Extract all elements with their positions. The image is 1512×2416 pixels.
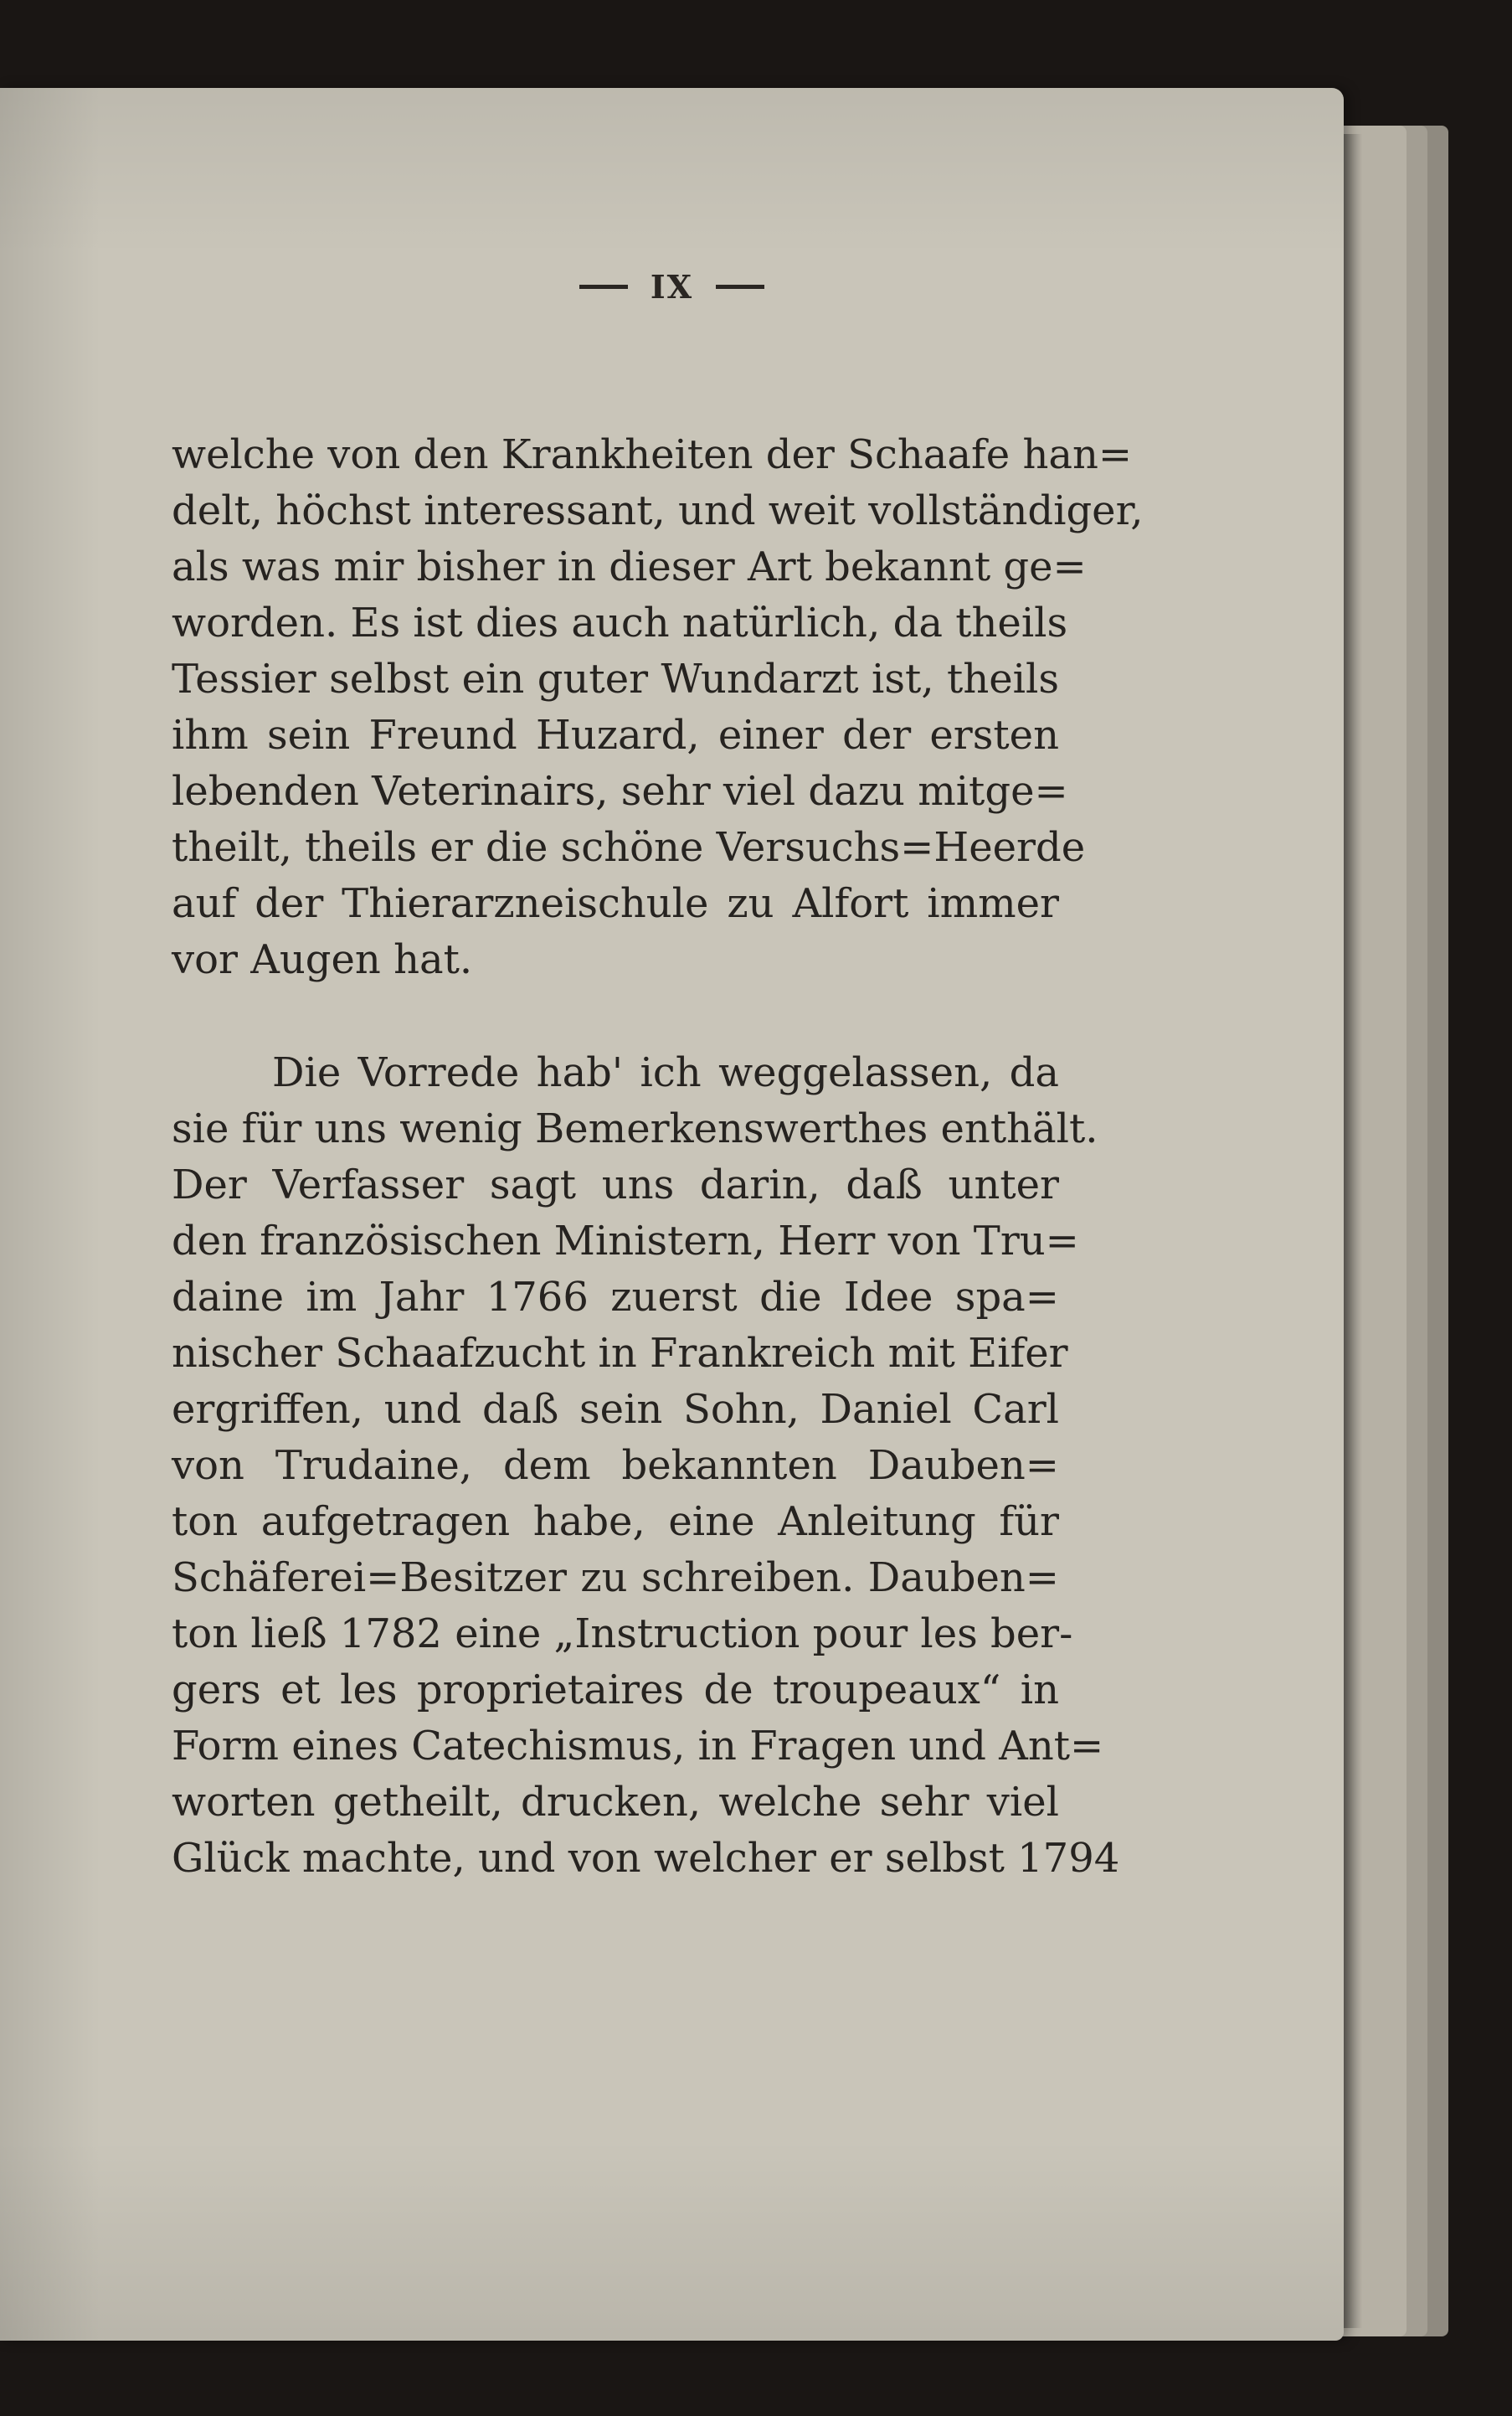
text-line: Der Verfasser sagt uns darin, daß unter bbox=[172, 1162, 1059, 1208]
text-line: ergriffen, und daß sein Sohn, Daniel Carl bbox=[172, 1386, 1059, 1433]
text-line: sie für uns wenig Bemerkenswerthes enthält. bbox=[172, 1105, 1098, 1152]
paragraph-gap bbox=[172, 988, 1059, 1045]
text-line: nischer Schaafzucht in Frankreich mit Eifer bbox=[172, 1330, 1068, 1377]
text-line: Form eines Catechismus, in Fragen und Ant= bbox=[172, 1723, 1104, 1770]
text-line: worden. Es ist dies auch natürlich, da theils bbox=[172, 600, 1068, 646]
text-line: von Trudaine, dem bekannten Dauben= bbox=[172, 1442, 1059, 1489]
text-line: auf der Thierarzneischule zu Alfort immer bbox=[172, 880, 1059, 927]
paragraph-1 bbox=[172, 427, 1144, 988]
paragraph-2 bbox=[172, 1045, 1120, 1887]
text-line: daine im Jahr 1766 zuerst die Idee spa= bbox=[172, 1274, 1059, 1321]
text-line: ton aufgetragen habe, eine Anleitung für bbox=[172, 1498, 1059, 1545]
text-line: Die Vorrede hab' ich weggelassen, da bbox=[272, 1049, 1059, 1096]
header-dash-left bbox=[579, 285, 628, 289]
text-line: theilt, theils er die schöne Versuchs=Heerde bbox=[172, 824, 1086, 871]
text-line: Schäferei=Besitzer zu schreiben. Dauben= bbox=[172, 1554, 1059, 1601]
text-line: ton ließ 1782 eine „Instruction pour les ber- bbox=[172, 1610, 1073, 1657]
text-line: gers et les proprietaires de troupeaux“ in bbox=[172, 1666, 1059, 1713]
text-line: lebenden Veterinairs, sehr viel dazu mitge= bbox=[172, 768, 1068, 815]
text-line: delt, höchst interessant, und weit vollständiger, bbox=[172, 487, 1144, 534]
page-number: IX bbox=[650, 268, 694, 306]
text-line: ihm sein Freund Huzard, einer der ersten bbox=[172, 712, 1059, 759]
book-page bbox=[0, 88, 1344, 2341]
text-line: welche von den Krankheiten der Schaafe han= bbox=[172, 431, 1133, 478]
page-shadow bbox=[1344, 134, 1362, 2328]
header-dash-right bbox=[716, 285, 764, 289]
text-line: worten getheilt, drucken, welche sehr viel bbox=[172, 1779, 1059, 1826]
text-line: den französischen Ministern, Herr von Tru= bbox=[172, 1218, 1079, 1265]
text-line: Glück machte, und von welcher er selbst 1794 bbox=[172, 1835, 1120, 1882]
text-line: vor Augen hat. bbox=[172, 936, 473, 983]
text-line: Tessier selbst ein guter Wundarzt ist, theils bbox=[172, 656, 1059, 703]
text-line: als was mir bisher in dieser Art bekannt ge= bbox=[172, 543, 1087, 590]
body-text bbox=[172, 427, 1144, 1887]
page-header bbox=[0, 268, 1344, 306]
